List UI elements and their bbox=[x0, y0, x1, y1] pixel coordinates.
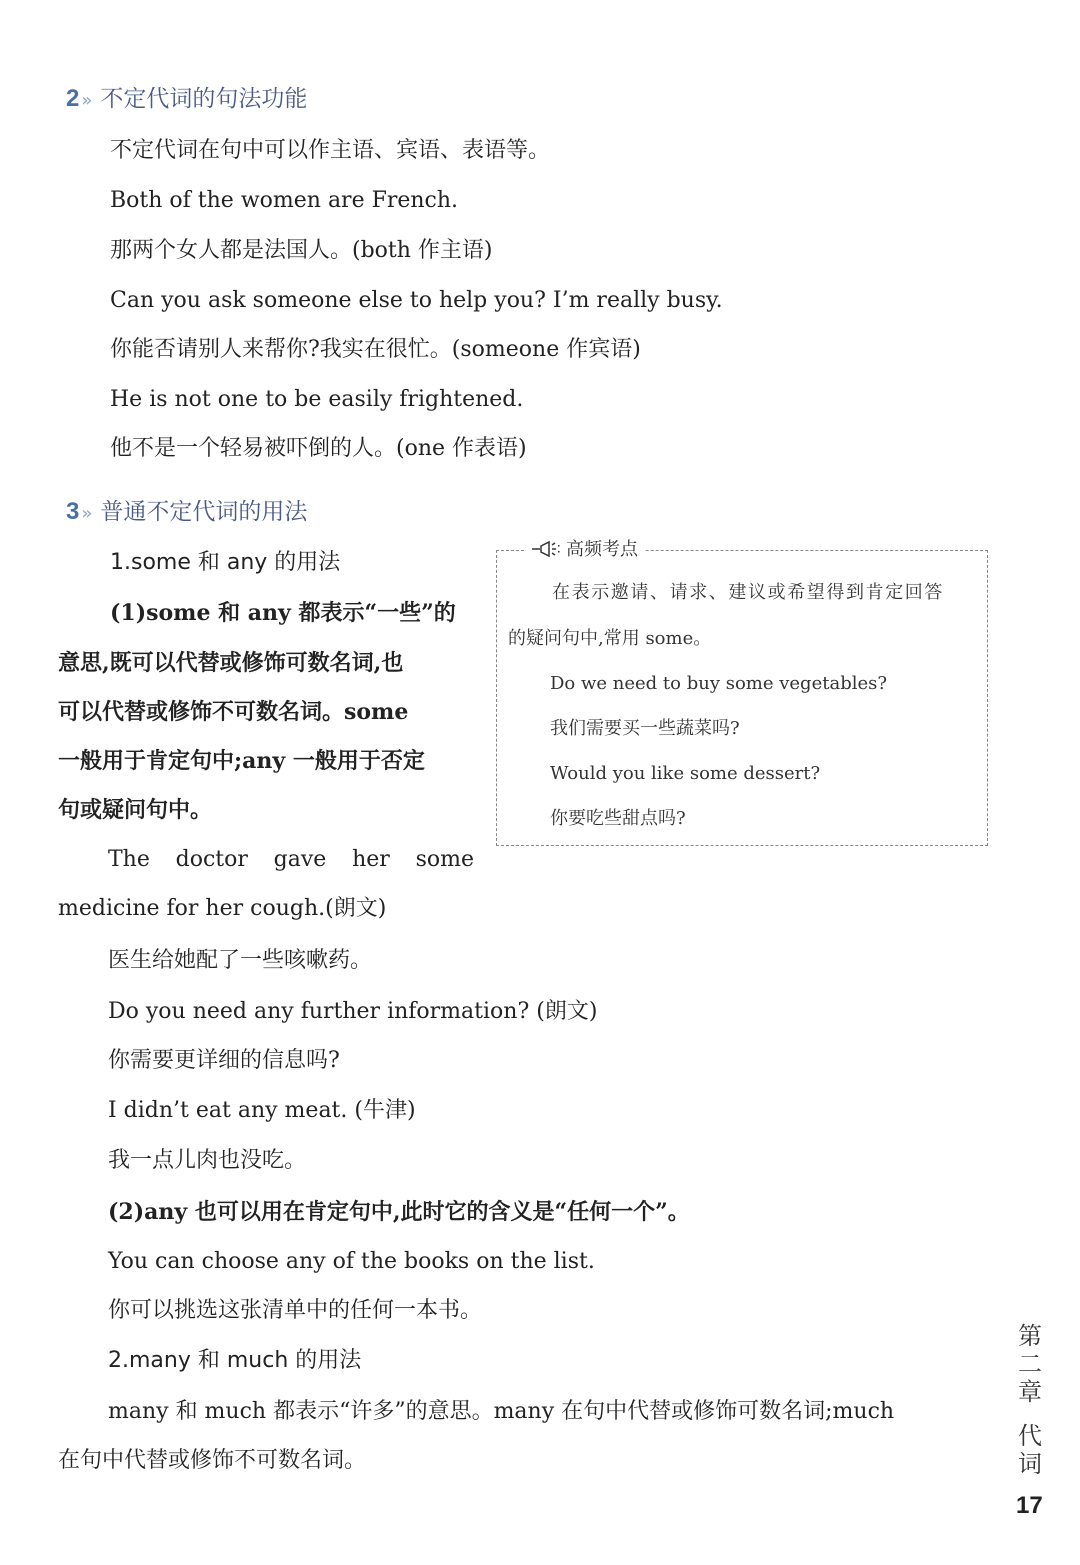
word: some bbox=[415, 847, 474, 872]
tip-example-1-zh: 我们需要买一些蔬菜吗? bbox=[550, 718, 740, 739]
rule-1-line-4: 一般用于肯定句中;any 一般用于否定 bbox=[58, 748, 425, 774]
tip-header bbox=[526, 537, 644, 563]
rule-1-line-5: 句或疑问句中。 bbox=[58, 797, 213, 823]
section-3-title: 普通不定代词的用法 bbox=[100, 499, 308, 525]
rule-1-line-2: 意思,既可以代替或修饰可数名词,也 bbox=[58, 650, 404, 676]
example-1-zh: 那两个女人都是法国人。(both 作主语) bbox=[110, 238, 493, 263]
some-example-1-zh: 医生给她配了一些咳嗽药。 bbox=[108, 948, 373, 973]
topic-label: 代词 bbox=[1018, 1422, 1042, 1478]
rule-1-line-3: 可以代替或修饰不可数名词。some bbox=[58, 699, 409, 725]
word: her bbox=[352, 847, 390, 872]
any-example-3-en: You can choose any of the books on the list. bbox=[108, 1249, 595, 1274]
tip-line-2: 的疑问句中,常用 some。 bbox=[508, 628, 712, 649]
tip-line-1: 在表示邀请、请求、建议或希望得到肯定回答 bbox=[552, 582, 944, 603]
any-example-2-en: I didn’t eat any meat. (牛津) bbox=[108, 1098, 416, 1123]
any-example-1-zh: 你需要更详细的信息吗? bbox=[108, 1048, 340, 1073]
tip-example-2-zh: 你要吃些甜点吗? bbox=[550, 808, 686, 829]
example-2-en: Can you ask someone else to help you? I’m really busy. bbox=[110, 288, 723, 313]
rule-2: (2)any 也可以用在肯定句中,此时它的含义是“任何一个”。 bbox=[108, 1199, 690, 1225]
many-much-line-1: many 和 much 都表示“许多”的意思。many 在句中代替或修饰可数名词;much bbox=[108, 1399, 895, 1424]
example-3-zh: 他不是一个轻易被吓倒的人。(one 作表语) bbox=[110, 436, 527, 461]
example-2-zh: 你能否请别人来帮你?我实在很忙。(someone 作宾语) bbox=[110, 337, 641, 362]
subheading-some-any: 1.some 和 any 的用法 bbox=[110, 550, 341, 575]
section-2-number: 2 bbox=[66, 85, 80, 112]
section-2-title: 不定代词的句法功能 bbox=[100, 86, 308, 112]
section-2-arrow-icon: » bbox=[81, 90, 93, 111]
tip-example-1-en: Do we need to buy some vegetables? bbox=[550, 673, 888, 694]
some-example-1-line-2: medicine for her cough.(朗文) bbox=[58, 896, 387, 921]
chapter-label: 第二章 bbox=[1018, 1322, 1042, 1406]
section-2-intro: 不定代词在句中可以作主语、宾语、表语等。 bbox=[110, 138, 551, 163]
word: gave bbox=[273, 847, 327, 872]
tip-example-2-en: Would you like some dessert? bbox=[550, 763, 821, 784]
section-3-number: 3 bbox=[66, 498, 80, 525]
any-example-3-zh: 你可以挑选这张清单中的任何一本书。 bbox=[108, 1298, 483, 1323]
section-3-heading bbox=[66, 497, 307, 529]
rule-1-line-1: (1)some 和 any 都表示“一些”的 bbox=[110, 600, 456, 626]
some-example-1-line-1 bbox=[108, 845, 474, 875]
section-3-arrow-icon: » bbox=[81, 503, 93, 524]
section-2-heading bbox=[66, 84, 307, 116]
megaphone-icon bbox=[532, 539, 566, 560]
any-example-1-en: Do you need any further information? (朗文) bbox=[108, 999, 598, 1024]
word: doctor bbox=[175, 847, 248, 872]
many-much-line-2: 在句中代替或修饰不可数名词。 bbox=[58, 1448, 367, 1473]
any-example-2-zh: 我一点儿肉也没吃。 bbox=[108, 1148, 307, 1173]
example-3-en: He is not one to be easily frightened. bbox=[110, 387, 524, 412]
example-1-en: Both of the women are French. bbox=[110, 188, 459, 213]
page-number: 17 bbox=[1016, 1492, 1043, 1519]
word: The bbox=[108, 847, 150, 872]
tip-title: 高频考点 bbox=[566, 539, 638, 560]
subheading-many-much: 2.many 和 much 的用法 bbox=[108, 1348, 362, 1373]
